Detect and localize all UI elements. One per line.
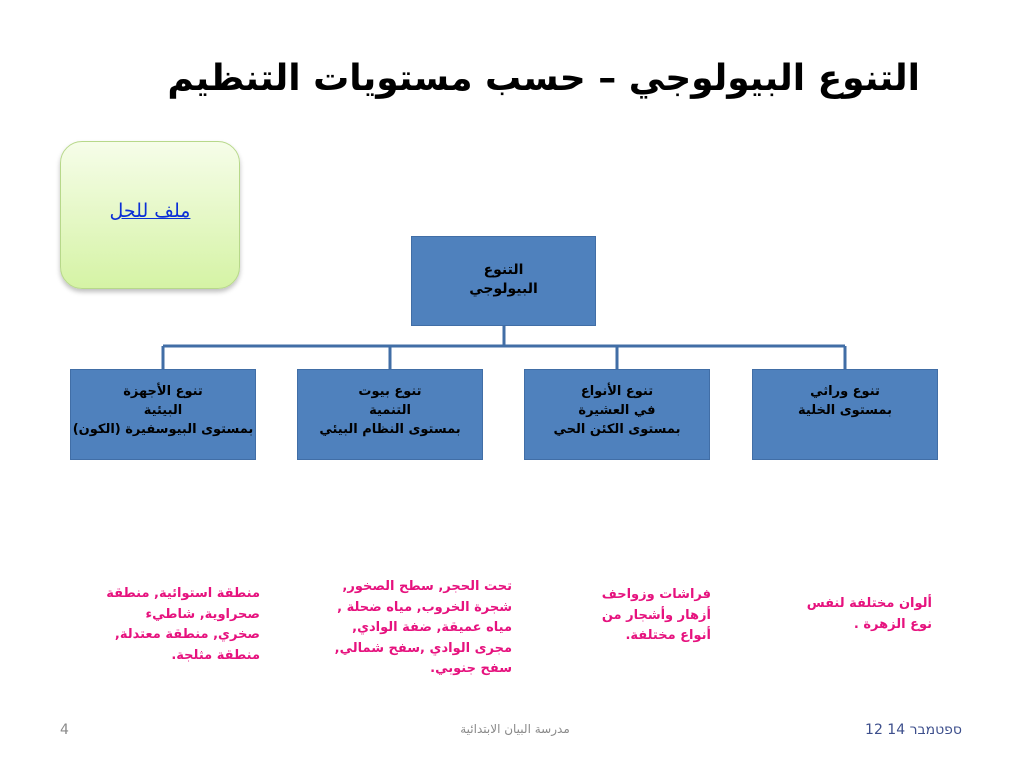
note-line: أنواع مختلفة.: [625, 628, 711, 643]
category-node-genetic: [752, 369, 938, 460]
note-line: أزهار وأشجار من: [601, 607, 711, 623]
category-line: بمستوى البيوسفيرة (الكون): [72, 422, 254, 437]
category-node-species: [524, 369, 710, 460]
category-line: تنوع الأجهزة: [123, 384, 203, 399]
note-line: منطقة مثلجة.: [171, 647, 260, 663]
note-line: تحت الحجر, سطح الصخور,: [342, 579, 512, 594]
slide-title: التنوع البيولوجي – حسب مستويات التنظيم: [167, 58, 920, 99]
footer-school: مدرسة البيان الابتدائية: [460, 722, 570, 736]
note-line: شجرة الخروب, مياه ضحلة ,: [337, 599, 512, 615]
category-line: تنوع الأنواع: [580, 384, 654, 399]
root-line: التنوع: [483, 262, 524, 278]
category-line: التنمية: [369, 403, 411, 418]
category-line: تنوع بيوت: [358, 384, 422, 399]
page-number: 4: [60, 722, 69, 738]
note-line: مياه عميقة, ضفة الوادي,: [352, 620, 512, 635]
category-line: بمستوى الكئن الحي: [553, 422, 681, 437]
note-line: ألوان مختلفة لنفس: [806, 596, 932, 611]
note-ecosystems: [106, 584, 260, 666]
note-line: صحراوية, شاطيء: [145, 606, 260, 622]
category-line: بمستوى النظام البيئي: [319, 422, 461, 437]
note-species: [602, 585, 711, 647]
root-node: [411, 236, 596, 326]
category-node-habitats: [297, 369, 483, 460]
file-link[interactable]: ملف للحل: [109, 200, 191, 222]
note-line: منطقة استوائية, منطقة: [106, 586, 260, 601]
note-line: نوع الزهرة .: [853, 616, 932, 632]
note-line: مجرى الوادي ,سفح شمالي,: [334, 640, 512, 656]
category-line: بمستوى الخلية: [798, 403, 892, 418]
root-line: البيولوجي: [469, 281, 538, 297]
category-line: البيئية: [143, 403, 183, 418]
category-node-ecosystems: [70, 369, 256, 460]
note-genetic: [807, 594, 932, 635]
note-habitats: [335, 577, 512, 680]
note-line: فراشات وزواحف: [601, 587, 711, 602]
category-line: في العشيرة: [578, 403, 656, 418]
note-line: سفح جنوبي.: [430, 661, 512, 676]
category-line: تنوع وراثي: [810, 384, 880, 399]
footer-date: 12 ספטמבר 14: [865, 722, 962, 738]
note-line: صخري, منطقة معتدلة,: [114, 627, 260, 642]
